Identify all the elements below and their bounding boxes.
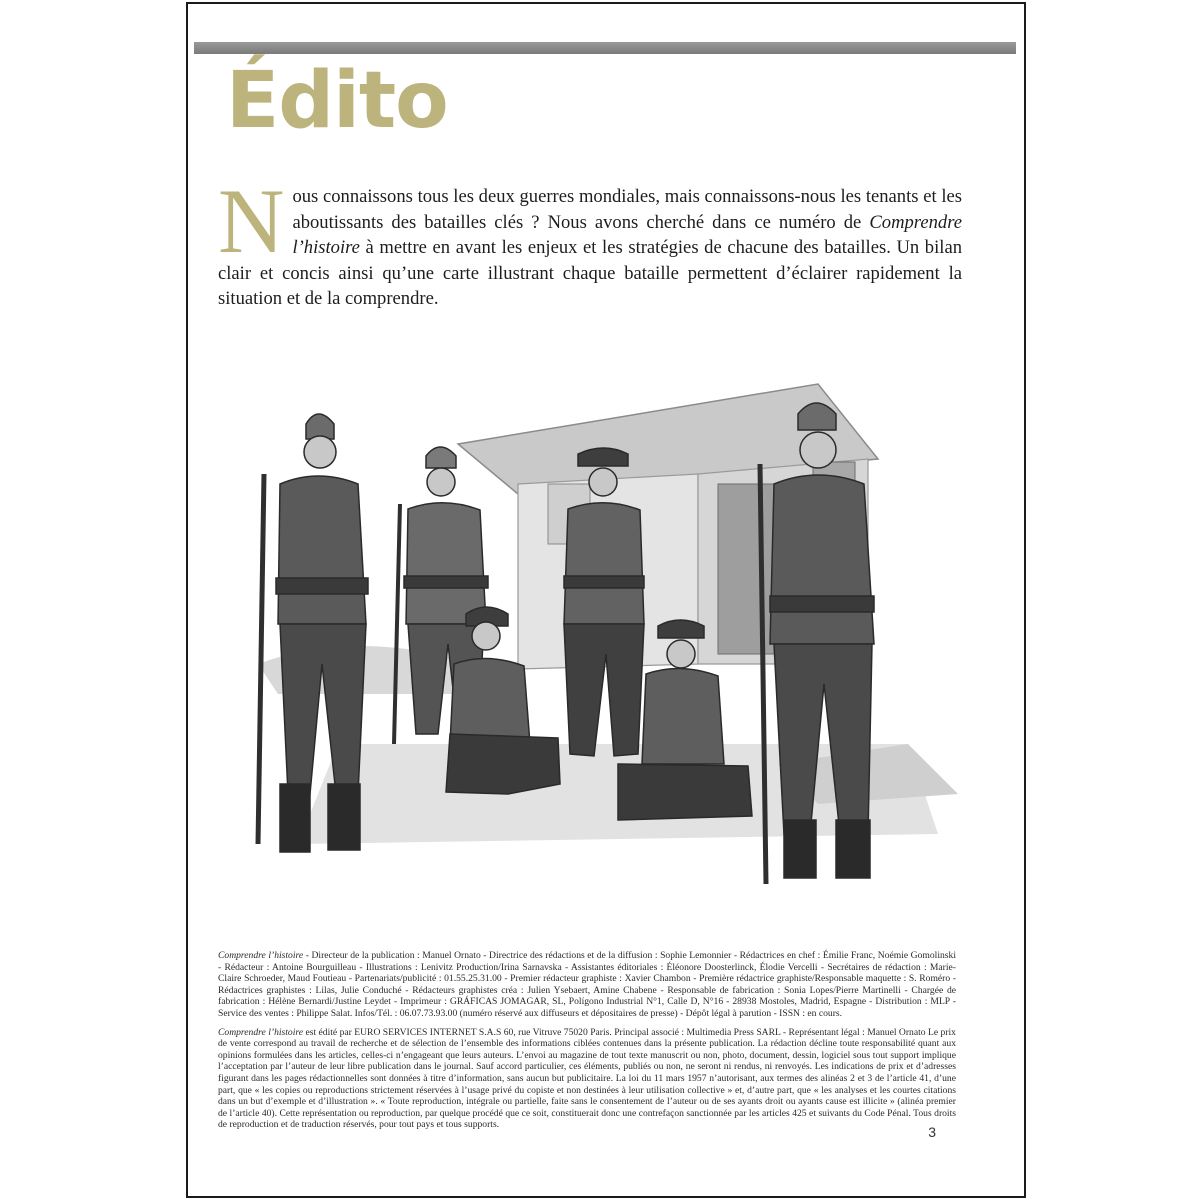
- intro-text-1: ous connaissons tous les deux guerres mondiales, mais connaissons-nous les tenants et les aboutissants des batailles clés ? Nous avons cherché dans ce numéro de: [292, 186, 962, 233]
- intro-paragraph: [218, 170, 962, 312]
- page-title: Édito: [226, 56, 448, 146]
- top-rule: [194, 42, 1016, 54]
- intro-magazine-title: Comprendre l’histoire: [292, 211, 962, 258]
- credits-paragraph-2: [218, 1027, 956, 1131]
- credits-paragraph-1: [218, 950, 956, 1020]
- drop-cap: N: [218, 170, 285, 272]
- intro-text-2: à mettre en avant les enjeux et les stratégies de chacune des batailles. Un bilan clair et concis ainsi qu’une carte illustrant chaque bataille permettent d’éclairer rapidement la situation et de la comprendre.: [218, 237, 962, 309]
- soldier-standing-left-icon: [258, 414, 368, 852]
- credits-staff-text: - Directeur de la publication : Manuel Ornato - Directrice des rédactions et de la diffusion : Sophie Lemonnier - Rédactrices en chef : Émilie Franc, Noémie Gomolinski - Rédacteur : Antoine Bourguilleau - Illustrations : Lenivitz Production/Irina Sarnavska - Assistantes éditoriales : Éléonore Doosterlinck, Élodie Vercelli - Secrétaires de rédaction : Marie-Claire Schroeder, Maud Foutieau - Partenariats/publicité : 01.55.25.31.00 - Premier rédacteur graphiste : Xavier Chambon - Première rédactrice graphiste/Responsable maquette : S. Roméro - Rédactrices graphistes : Lilas, Julie Conduché - Rédacteurs graphistes créa : Julien Ysebaert, Amine Chabene - Responsable de fabrication : Sonia Lopes/Pierre Martinelli - Chargée de fabrication : Hélène Bernardi/Justine Leydet - Imprimeur : GRÁFICAS JOMAGAR, SL, Polígono Industrial N°1, Calle D, N°16 - 28938 Mostoles, Madrid, Espagne - Distribution : MLP - Service des ventes : Philippe Salat. Infos/Tél. : 06.07.73.93.00 (numéro réservé aux diffuseurs et dépositaires de presse) - Dépôt légal à parution - ISSN : en cours.: [218, 950, 956, 1019]
- magazine-page: [186, 2, 1026, 1198]
- credits-block: [218, 950, 956, 1138]
- soldiers-illustration-icon: [218, 364, 998, 904]
- page-number: 3: [928, 1124, 936, 1140]
- credits-legal-text: est édité par EURO SERVICES INTERNET S.A.S 60, rue Vitruve 75020 Paris. Principal associé : Multimedia Press SARL - Représentant légal : Manuel Ornato Le prix de vente correspond au travail de recherche et de sélection de l’ensemble des informations ciblées contenues dans la présente publication. La rédaction décline toute responsabilité quant aux opinions formulées dans les articles, celles-ci n’engageant que leurs auteurs. L’envoi au magazine de tout texte manuscrit ou non, photo, document, dessin, logiciel sous tout support implique l’acceptation par l’auteur de leur libre publication dans le journal. Sauf accord particulier, ces éléments, publiés ou non, ne seront ni rendus, ni renvoyés. Les indications de prix et d’adresses figurant dans les pages rédactionnelles sont données à titre d’information, sans aucun but publicitaire. La loi du 11 mars 1957 n’autorisant, aux termes des alinéas 2 et 3 de l’article 41, d’une part, que « les copies ou reproductions strictement réservées à l’usage privé du copiste et non destinées à leur utilisation collective » et, d’autre part, que « les analyses et les courtes citations dans un but d’exemple et d’illustration ». « Toute reproduction, intégrale ou partielle, faite sans le consentement de l’auteur ou de ses ayants droit ou ayants cause est illicite » (alinéa premier de l’article 40). Cette représentation ou reproduction, par quelque procédé que ce soit, constituerait donc une contrefaçon sanctionnée par les articles 425 et suivants du Code Pénal. Tous droits de reproduction et de traduction réservés, pour tout pays et tous supports.: [218, 1026, 956, 1131]
- credits-magazine-title-2: Comprendre l’histoire: [218, 1026, 304, 1038]
- credits-magazine-title: Comprendre l’histoire: [218, 950, 304, 961]
